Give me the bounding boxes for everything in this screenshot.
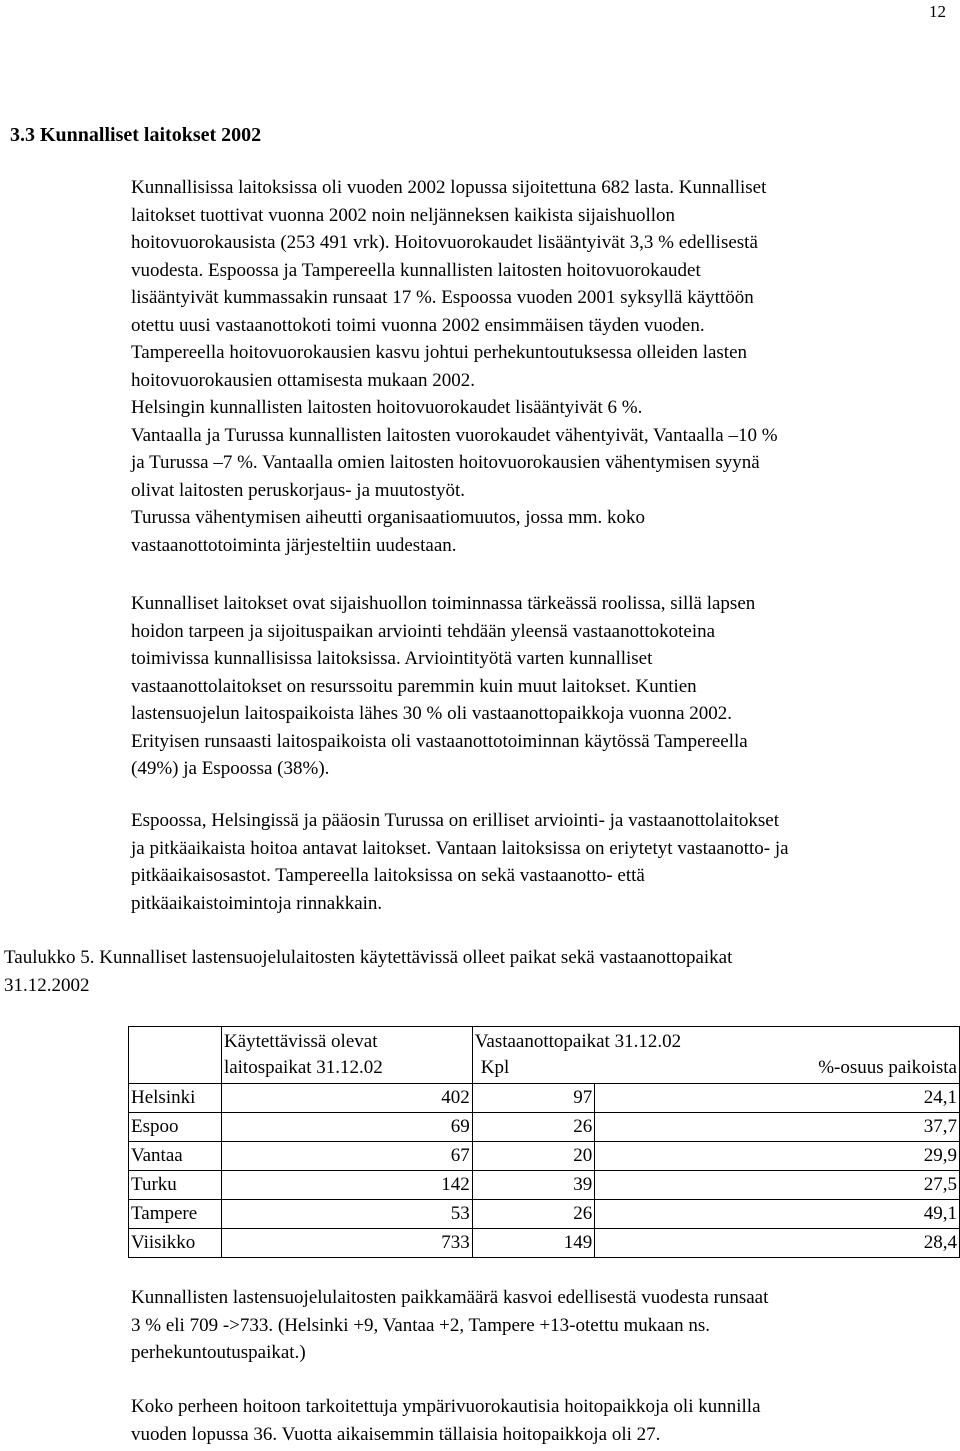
- section-heading: 3.3 Kunnalliset laitokset 2002: [10, 124, 262, 146]
- cell-share: 27,5: [595, 1171, 960, 1200]
- text-line: Vantaalla ja Turussa kunnallisten laitosten vuorokaudet vähentyivät, Vantaalla –10 %: [131, 424, 778, 446]
- text-line: Erityisen runsaasti laitospaikoista oli vastaanottotoiminnan käytössä Tampereella: [131, 730, 748, 752]
- table-row: [129, 1200, 960, 1229]
- text-line: Kunnallisissa laitoksissa oli vuoden 2002 lopussa sijoitettuna 682 lasta. Kunnalliset: [131, 177, 767, 198]
- cell-share: 49,1: [595, 1200, 960, 1229]
- text-line: Kunnalliset laitokset ovat sijaishuollon toiminnassa tärkeässä roolissa, sillä lapsen: [131, 593, 756, 614]
- cell-places: 67: [221, 1142, 472, 1171]
- header-kpl: Kpl: [480, 1057, 510, 1078]
- cell-city: Vantaa: [129, 1142, 222, 1171]
- table-row: [129, 1142, 960, 1171]
- text-line: hoitovuorokausien ottamisesta mukaan 2002.: [131, 369, 476, 391]
- text-line: Tampereella hoitovuorokausien kasvu johtui perhekuntoutuksessa olleiden lasten: [131, 342, 748, 363]
- cell-reception: 39: [472, 1171, 595, 1200]
- cell-share: 28,4: [595, 1229, 960, 1258]
- table-caption: [4, 944, 732, 999]
- text-line: hoidon tarpeen ja sijoituspaikan arviointi tehdään yleensä vastaanottokoteina: [131, 620, 716, 642]
- text-line: vuoden lopussa 36. Vuotta aikaisemmin tällaisia hoitopaikkoja oli 27.: [131, 1423, 661, 1445]
- text-line: 3 % eli 709 ->733. (Helsinki +9, Vantaa +2, Tampere +13-otettu mukaan ns.: [131, 1314, 711, 1336]
- paragraph-1: [131, 174, 960, 559]
- cell-reception: 97: [472, 1084, 595, 1113]
- footer-paragraph-2: [131, 1393, 960, 1448]
- text-line: lastensuojelun laitospaikoista lähes 30 % oli vastaanottopaikkoja vuonna 2002.: [131, 703, 733, 724]
- text-line: pitkäaikaisosastot. Tampereella laitoksissa on sekä vastaanotto- että: [131, 865, 645, 886]
- footer-paragraph-1: [131, 1284, 960, 1367]
- header-empty-cell: [129, 1027, 222, 1084]
- cell-city: Espoo: [129, 1113, 222, 1142]
- text-line: lisääntyivät kummassakin runsaat 17 %. Espoossa vuoden 2001 syksyllä käyttöön: [131, 287, 754, 308]
- cell-places: 402: [221, 1084, 472, 1113]
- header-places-line1: Käytettävissä olevat: [223, 1031, 378, 1052]
- cell-reception: 20: [472, 1142, 595, 1171]
- caption-line: Taulukko 5. Kunnalliset lastensuojelulaitosten käytettävissä olleet paikat sekä vastaanottopaikat: [4, 947, 733, 968]
- text-line: Koko perheen hoitoon tarkoitettuja ympärivuorokautisia hoitopaikkoja oli kunnilla: [131, 1396, 761, 1417]
- text-line: ja Turussa –7 %. Vantaalla omien laitosten hoitovuorokausien vähentymisen syynä: [131, 452, 760, 473]
- cell-reception: 26: [472, 1200, 595, 1229]
- cell-places: 733: [221, 1229, 472, 1258]
- text-line: laitokset tuottivat vuonna 2002 noin neljänneksen kaikista sijaishuollon: [131, 204, 676, 226]
- text-line: hoitovuorokausista (253 491 vrk). Hoitovuorokaudet lisääntyivät 3,3 % edellisestä: [131, 232, 758, 253]
- cell-share: 37,7: [595, 1113, 960, 1142]
- header-places-line2: laitospaikat 31.12.02: [223, 1057, 383, 1078]
- cell-reception: 26: [472, 1113, 595, 1142]
- cell-city: Turku: [129, 1171, 222, 1200]
- header-reception: [472, 1027, 959, 1084]
- header-reception-line1: Vastaanottopaikat 31.12.02: [474, 1031, 682, 1052]
- text-line: ja pitkäaikaista hoitoa antavat laitokset. Vantaan laitoksissa on eriytetyt vastaanotto- ja: [131, 837, 789, 859]
- table-header-row: [129, 1027, 960, 1084]
- table-row: [129, 1171, 960, 1200]
- header-reception-line2: [475, 1055, 957, 1081]
- paragraph-2: [131, 590, 960, 783]
- header-share: %-osuus paikoista: [818, 1057, 957, 1078]
- text-line: perhekuntoutuspaikat.): [131, 1342, 306, 1363]
- text-line: (49%) ja Espoossa (38%).: [131, 758, 330, 779]
- caption-line: 31.12.2002: [4, 974, 90, 996]
- text-line: toimivissa kunnallisissa laitoksissa. Arviointityötä varten kunnalliset: [131, 648, 653, 669]
- cell-places: 69: [221, 1113, 472, 1142]
- cell-reception: 149: [472, 1229, 595, 1258]
- text-line: pitkäaikaistoimintoja rinnakkain.: [131, 892, 383, 914]
- page-number: 12: [929, 2, 946, 21]
- text-line: Turussa vähentymisen aiheutti organisaatiomuutos, jossa mm. koko: [131, 507, 646, 528]
- cell-share: 29,9: [595, 1142, 960, 1171]
- text-line: Kunnallisten lastensuojelulaitosten paikkamäärä kasvoi edellisestä vuodesta runsaat: [131, 1287, 769, 1308]
- cell-city: Helsinki: [129, 1084, 222, 1113]
- table-row: [129, 1113, 960, 1142]
- text-line: Helsingin kunnallisten laitosten hoitovuorokaudet lisääntyivät 6 %.: [131, 397, 643, 418]
- cell-places: 142: [221, 1171, 472, 1200]
- cell-city: Viisikko: [129, 1229, 222, 1258]
- text-line: vastaanottolaitokset on resurssoitu paremmin kuin muut laitokset. Kuntien: [131, 675, 697, 697]
- text-line: olivat laitosten peruskorjaus- ja muutostyöt.: [131, 479, 466, 501]
- text-line: Espoossa, Helsingissä ja pääosin Turussa on erilliset arviointi- ja vastaanottolaitokset: [131, 810, 780, 831]
- table-row: [129, 1084, 960, 1113]
- cell-share: 24,1: [595, 1084, 960, 1113]
- text-line: vastaanottotoiminta järjesteltiin uudestaan.: [131, 534, 457, 556]
- cell-places: 53: [221, 1200, 472, 1229]
- header-places: [221, 1027, 472, 1084]
- text-line: otettu uusi vastaanottokoti toimi vuonna 2002 ensimmäisen täyden vuoden.: [131, 314, 705, 336]
- paragraph-3: [131, 807, 960, 917]
- table-row: [129, 1229, 960, 1258]
- text-line: vuodesta. Espoossa ja Tampereella kunnallisten laitosten hoitovuorokaudet: [131, 259, 701, 281]
- cell-city: Tampere: [129, 1200, 222, 1229]
- data-table: [128, 1026, 960, 1258]
